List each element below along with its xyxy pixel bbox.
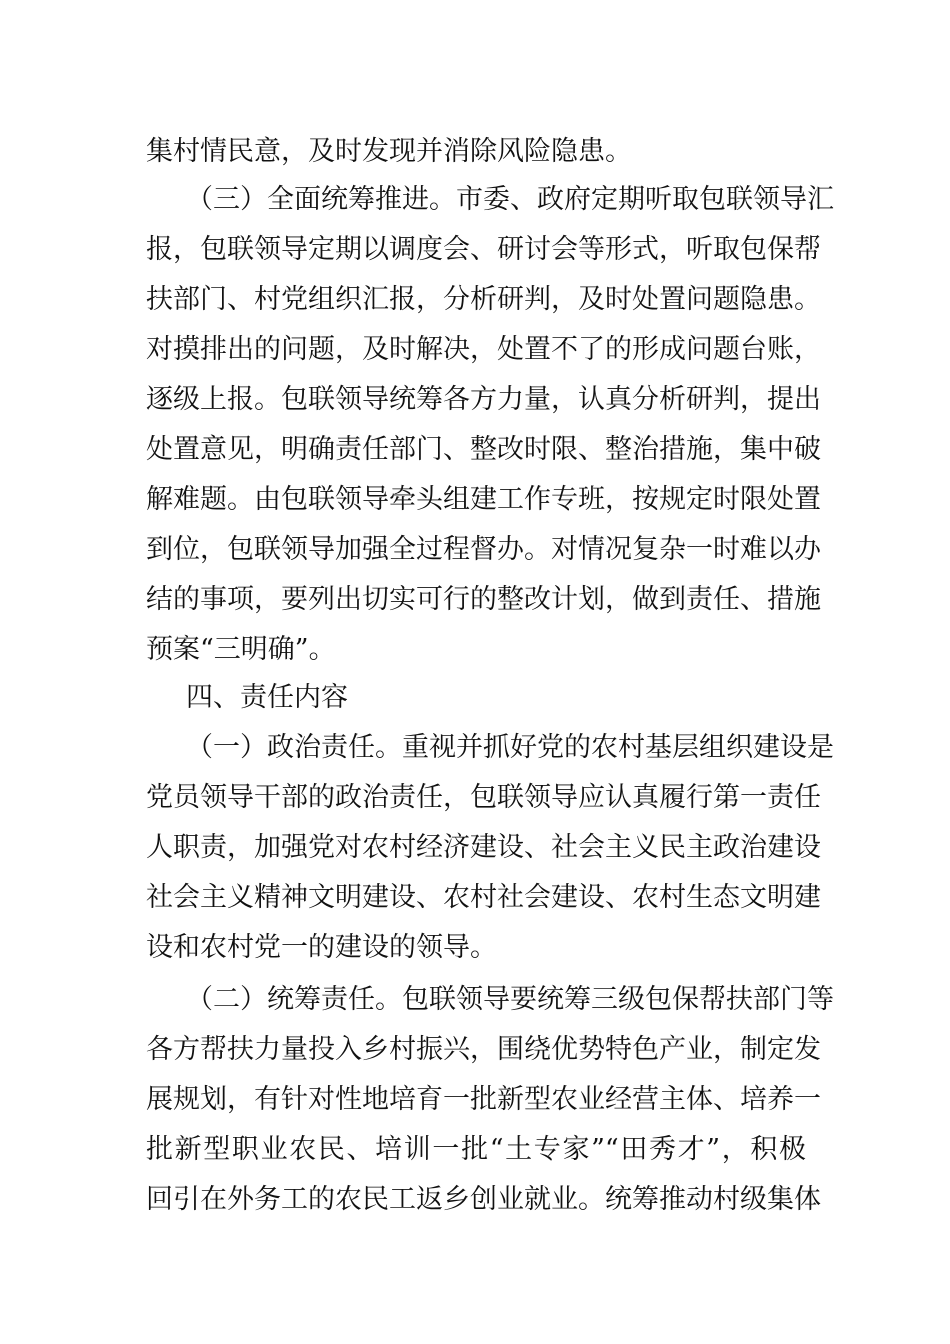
text-line: 各方帮扶力量投入乡村振兴，围绕优势特色产业，制定发: [146, 1034, 821, 1065]
text-line: 人职责，加强党对农村经济建设、社会主义民主政治建设: [146, 832, 821, 863]
text-line: 回引在外务工的农民工返乡创业就业。统筹推动村级集体: [146, 1184, 821, 1215]
text-line: 预案“三明确”。: [146, 634, 336, 665]
text-line: 集村情民意，及时发现并消除风险隐患。: [146, 136, 632, 167]
paragraph-heading-line: （一）政治责任。重视并抓好党的农村基层组织建设是: [186, 732, 834, 763]
text-line: 批新型职业农民、培训一批“土专家”“田秀才”，积极: [146, 1134, 806, 1165]
text-line: 处置意见，明确责任部门、整改时限、整治措施，集中破: [146, 434, 821, 465]
text-line: 扶部门、村党组织汇报，分析研判，及时处置问题隐患。: [146, 284, 821, 315]
text-line: 对摸排出的问题，及时解决，处置不了的形成问题台账，: [146, 334, 821, 365]
paragraph-heading-line: （二）统筹责任。包联领导要统筹三级包保帮扶部门等: [186, 984, 834, 1015]
text-line: 展规划，有针对性地培育一批新型农业经营主体、培养一: [146, 1084, 821, 1115]
text-line: 到位，包联领导加强全过程督办。对情况复杂一时难以办: [146, 534, 821, 565]
text-line: 报，包联领导定期以调度会、研讨会等形式，听取包保帮: [146, 234, 821, 265]
text-line: 设和农村党一的建设的领导。: [146, 932, 497, 963]
paragraph-heading-line: （三）全面统筹推进。市委、政府定期听取包联领导汇: [186, 184, 834, 215]
text-line: 逐级上报。包联领导统筹各方力量，认真分析研判，提出: [146, 384, 821, 415]
text-line: 解难题。由包联领导牵头组建工作专班，按规定时限处置: [146, 484, 821, 515]
section-heading: 四、责任内容: [186, 682, 348, 713]
text-line: 党员领导干部的政治责任，包联领导应认真履行第一责任: [146, 782, 821, 813]
text-line: 结的事项，要列出切实可行的整改计划，做到责任、措施: [146, 584, 821, 615]
text-line: 社会主义精神文明建设、农村社会建设、农村生态文明建: [146, 882, 821, 913]
